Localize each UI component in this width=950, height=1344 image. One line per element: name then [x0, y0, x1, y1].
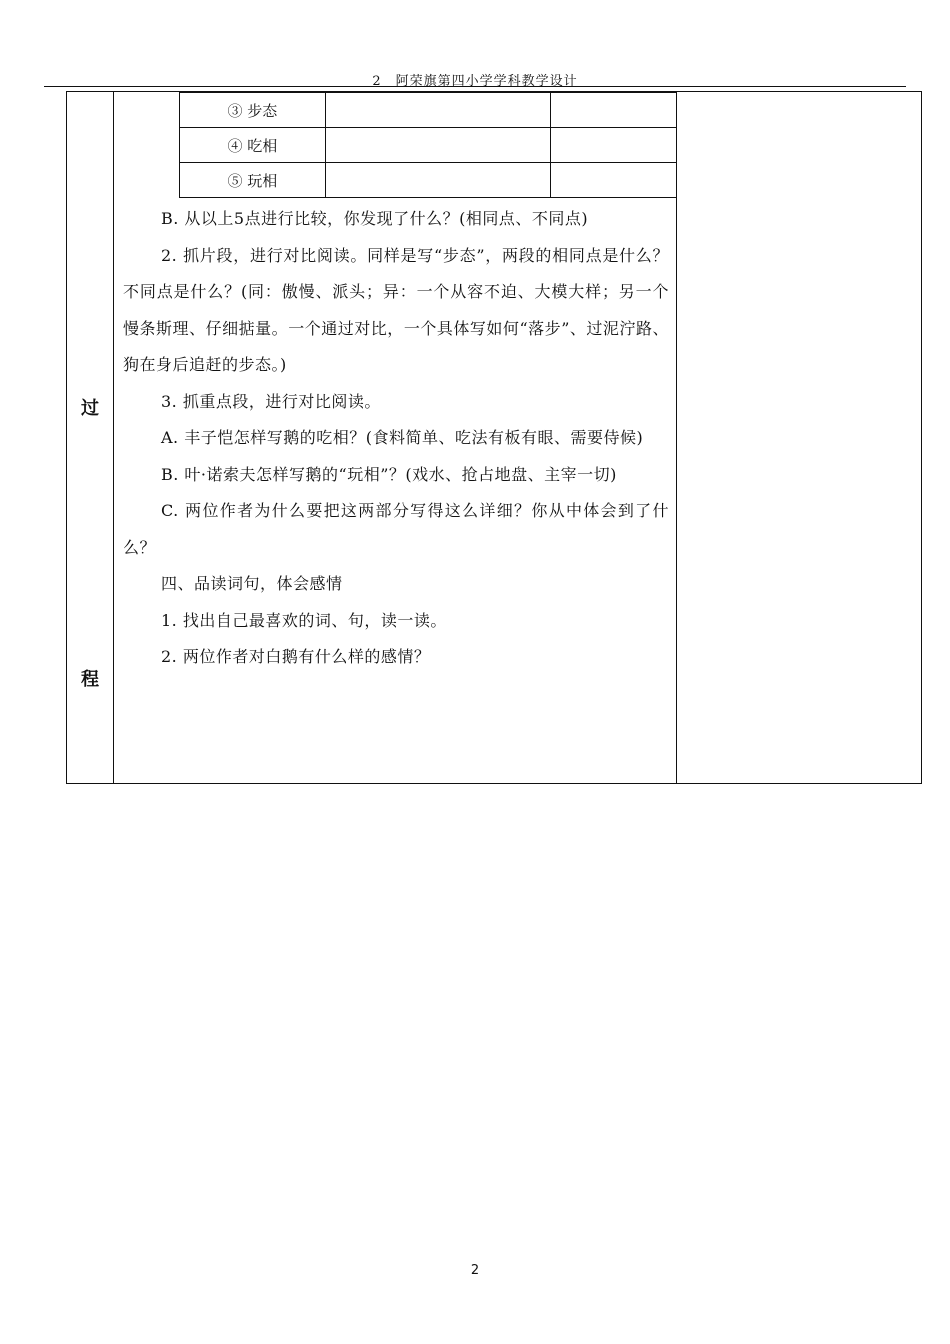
page-header: 2 阿荣旗第四小学学科教学设计	[372, 74, 578, 89]
table-cell	[325, 128, 551, 163]
page-number: 2	[470, 1263, 480, 1278]
paragraph-key-section: 3. 抓重点段，进行对比阅读。	[161, 391, 381, 411]
paragraph-detail-question: C. 两位作者为什么要把这两部分写得这么详细？你从中体会到了什么？	[123, 501, 669, 557]
header-rule	[44, 86, 906, 87]
table-cell-item: ⑤ 玩相	[180, 163, 326, 198]
table-cell	[325, 93, 551, 128]
table-cell	[551, 163, 677, 198]
table-cell	[551, 93, 677, 128]
table-cell-item: ④ 吃相	[180, 128, 326, 163]
section-heading-four: 四、品读词句，体会感情	[161, 574, 343, 593]
paragraph-favorite-words: 1. 找出自己最喜欢的词、句，读一读。	[161, 610, 447, 630]
table-cell	[551, 128, 677, 163]
paragraph-playing-question: B. 叶·诺索夫怎样写鹅的“玩相”？(戏水、抢占地盘、主宰一切)	[161, 464, 617, 484]
lesson-table	[66, 91, 922, 784]
section-label-top: 过	[81, 398, 99, 419]
paragraph-author-feelings: 2. 两位作者对白鹅有什么样的感情？	[161, 647, 431, 666]
table-row	[180, 93, 677, 128]
table-row	[180, 163, 677, 198]
paragraph-compare-summary: B. 从以上5点进行比较，你发现了什么？(相同点、不同点)	[161, 209, 589, 228]
table-cell-item: ③ 步态	[180, 93, 326, 128]
section-label-bottom: 程	[81, 669, 99, 690]
table-cell	[325, 163, 551, 198]
table-row	[180, 128, 677, 163]
comparison-table	[179, 92, 677, 198]
paragraph-eating-question: A. 丰子恺怎样写鹅的吃相？(食料简单、吃法有板有眼、需要侍候)	[161, 428, 644, 447]
column-divider-left	[113, 92, 114, 783]
paragraph-gait-comparison: 2. 抓片段，进行对比阅读。同样是写“步态”，两段的相同点是什么？不同点是什么？(同：傲慢、派头；异：一个从容不迫、大模大样；另一个慢条斯理、仔细掂量。一个通过对比，一个具体写如何“落步”、过泥泞路、狗在身后追赶的步态。)	[123, 245, 669, 374]
lesson-content	[123, 201, 669, 676]
